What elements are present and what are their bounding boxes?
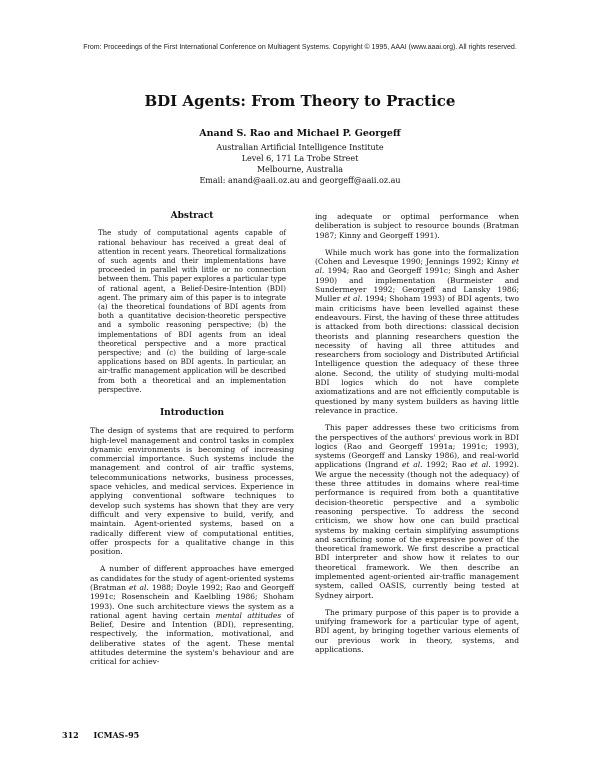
affiliation-line: Level 6, 171 La Trobe Street: [241, 154, 359, 163]
left-column: [90, 212, 294, 675]
intro-paragraph-1: The design of systems that are required to perform high-level management and control tasks in complex dynamic environments is becoming of increasing commercial importance. Such systems include the management and control of air traffic systems, telecommunications networks, business processes, space vehicles, and medical services. Experience in applying conventional software techniques to develop such systems has shown that they are very difficult and very expensive to build, verify, and maintain. Agent-oriented systems, based on a radically different view of computational entities, offer prospects for a qualitative change in this position.: [90, 426, 294, 557]
paper-title: BDI Agents: From Theory to Practice: [144, 92, 456, 110]
paper-authors: Anand S. Rao and Michael P. Georgeff: [199, 128, 401, 139]
affiliation-line: Australian Artificial Intelligence Institute: [216, 143, 384, 152]
right-paragraph-2: While much work has gone into the formalization (Cohen and Levesque 1990; Jennings 1992; Kinny et al. 1994; Rao and Georgeff 1991c; Singh and Asher 1990) and implementation (Burmeister and Sundermeyer 1992; Georgeff and Lansky 1986; Muller et al. 1994; Shoham 1993) of BDI agents, two main criticisms have been levelled against these endeavours. First, the having of these three attitudes is attacked from both directions: classical decision theorists and planning researchers question the necessity of having all three attitudes and researchers from sociology and Distributed Artificial Intelligence question the adequacy of these three alone. Second, the utility of studying multi-modal BDI logics which do not have complete axiomatizations and are not efficiently computable is questioned by many system builders as having little relevance in practice.: [315, 247, 520, 415]
page-number: 312: [62, 730, 79, 740]
author-email: Email: anand@aaii.oz.au and georgeff@aaii.oz.au: [199, 176, 401, 185]
right-paragraph-3: This paper addresses these two criticisms from the perspectives of the authors' previous work in BDI logics (Rao and Georgeff 1991a; 1991c; 1993), systems (Georgeff and Lansky 1986), and real-world applications (Ingrand et al. 1992; Rao et al. 1992). We argue the necessity (though not the adequacy) of these three attitudes in domains where real-time performance is required from both a quantitative decision-theoretic perspective and a symbolic reasoning perspective. To address the second criticism, we show how one can build practical systems by making certain simplifying assumptions and sacrificing some of the expressive power of the theoretical framework. We first describe a practical BDI interpreter and show how it relates to our theoretical framework. We then describe an implemented agent-oriented air-traffic management system, called OASIS, currently being tested at Sydney airport.: [315, 423, 520, 600]
right-paragraph-1: ing adequate or optimal performance when deliberation is subject to resource bounds (Bratman 1987; Kinny and Georgeff 1991).: [315, 212, 519, 240]
intro-paragraph-2: A number of different approaches have emerged as candidates for the study of agent-oriented systems (Bratman et al. 1988; Doyle 1992; Rao and Georgeff 1991c; Rosenschein and Kaelbling 1986; Shoham 1993). One such architecture views the system as a rational agent having certain mental attitudes of Belief, Desire and Intention (BDI), representing, respectively, the information, motivational, and deliberative states of the agent. These mental attitudes determine the system's behaviour and are critical for achiev-: [90, 564, 295, 667]
right-paragraph-4: The primary purpose of this paper is to provide a unifying framework for a particular type of agent, BDI agent, by bringing together various elements of our previous work in theory, systems, and applications.: [315, 607, 519, 655]
abstract-heading: Abstract: [170, 211, 214, 221]
venue-label: ICMAS-95: [93, 730, 140, 740]
right-column: [315, 212, 519, 662]
source-note: From: Proceedings of the First International Conference on Multiagent Systems. Copyright © 1995, AAAI (www.aaai.org). All rights reserved.: [83, 44, 517, 51]
abstract-text: The study of computational agents capable of rational behaviour has received a great deal of attention in recent years. Theoretical formalizations of such agents and their implementations have proceeded in parallel with little or no connection between them. This paper explores a particular type of rational agent, a Belief-Desire-Intention (BDI) agent. The primary aim of this paper is to integrate (a) the theoretical foundations of BDI agents from both a quantitative decision-theoretic perspective and a symbolic reasoning perspective; (b) the implementations of BDI agents from an ideal theoretical perspective and a more practical perspective; and (c) the building of large-scale applications based on BDI agents. In particular, an air-traffic management application will be described from both a theoretical and an implementation perspective.: [98, 229, 286, 394]
introduction-heading: Introduction: [159, 407, 225, 418]
page-footer: [62, 730, 151, 740]
affiliation-line: Melbourne, Australia: [256, 165, 344, 174]
